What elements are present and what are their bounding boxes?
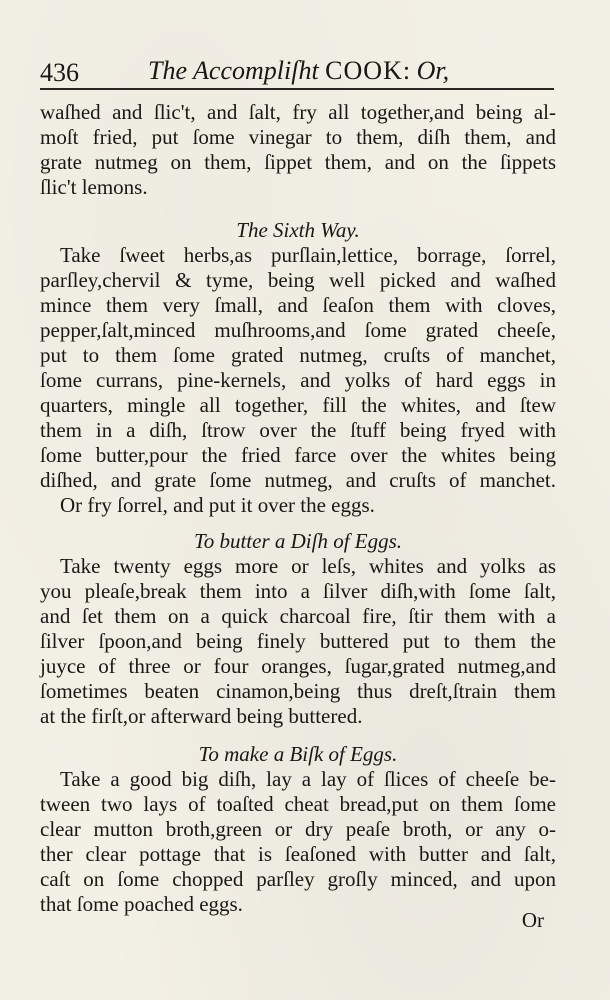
text-line: clear mutton broth,green or dry peaſe broth, or any o- bbox=[40, 817, 556, 841]
text-line: at the firſt,or afterward being buttered. bbox=[40, 704, 363, 728]
running-title-italic-or: Or, bbox=[416, 56, 450, 85]
text-line: juyce of three or four oranges, ſugar,grated nutmeg,and bbox=[40, 654, 556, 678]
text-line: ſometimes beaten cinamon,being thus dreſt,ſtrain them bbox=[40, 679, 556, 703]
catchword: Or bbox=[521, 908, 544, 932]
text-line: parſley,chervil & tyme, being well picked and waſhed bbox=[40, 268, 556, 292]
text-line: you pleaſe,break them into a ſilver diſh,with ſome ſalt, bbox=[40, 579, 556, 603]
page-number: 436 bbox=[40, 58, 79, 87]
running-title-separator: : bbox=[402, 56, 411, 85]
continuation-paragraph bbox=[40, 100, 556, 200]
section-heading-butter-eggs: To butter a Diſh of Eggs. bbox=[193, 529, 403, 553]
text-line: ſlic't lemons. bbox=[40, 175, 148, 199]
text-line: them in a diſh, ſtrow over the ſtuff being fryed with bbox=[40, 418, 556, 442]
text-line: tween two lays of toaſted cheat bread,put on them ſome bbox=[40, 792, 556, 816]
text-line: and ſet them on a quick charcoal fire, ſtir them with a bbox=[40, 604, 556, 628]
text-line: Or fry ſorrel, and put it over the eggs. bbox=[60, 493, 375, 517]
section-paragraph-butter-eggs bbox=[40, 554, 556, 729]
text-line: that ſome poached eggs. bbox=[40, 892, 243, 916]
text-line: ther clear pottage that is ſeaſoned with butter and ſalt, bbox=[40, 842, 556, 866]
text-line: caſt on ſome chopped parſley groſly minced, and upon bbox=[40, 867, 556, 891]
running-title bbox=[148, 56, 449, 86]
text-line: grate nutmeg on them, ſippet them, and on the ſippets bbox=[40, 150, 556, 174]
section-paragraph-sixth-way bbox=[40, 243, 556, 518]
text-line: put to them ſome grated nutmeg, cruſts of manchet, bbox=[40, 343, 556, 367]
text-line: ſome butter,pour the fried farce over the whites being bbox=[40, 443, 556, 467]
text-line: diſhed, and grate ſome nutmeg, and cruſts of manchet. bbox=[40, 468, 556, 492]
text-line: Take twenty eggs more or leſs, whites and yolks as bbox=[60, 554, 556, 578]
text-line: moſt fried, put ſome vinegar to them, diſh them, and bbox=[40, 125, 556, 149]
text-line: mince them very ſmall, and ſeaſon them with cloves, bbox=[40, 293, 556, 317]
text-line: pepper,ſalt,minced muſhrooms,and ſome grated cheeſe, bbox=[40, 318, 556, 342]
text-line: ſilver ſpoon,and being finely buttered put to them the bbox=[40, 629, 556, 653]
section-heading-sixth-way: The Sixth Way. bbox=[236, 218, 360, 242]
text-line: Take ſweet herbs,as purſlain,lettice, borrage, ſorrel, bbox=[60, 243, 556, 267]
text-line: ſome currans, pine-kernels, and yolks of hard eggs in bbox=[40, 368, 556, 392]
running-title-italic: The Accompliſht bbox=[148, 56, 319, 85]
header-rule bbox=[40, 88, 554, 90]
section-heading-bisk-eggs: To make a Biſk of Eggs. bbox=[198, 742, 398, 766]
text-line: Take a good big diſh, lay a lay of ſlices of cheeſe be- bbox=[60, 767, 556, 791]
text-line: waſhed and ſlic't, and ſalt, fry all together,and being al- bbox=[40, 100, 556, 124]
text-line: quarters, mingle all together, fill the whites, and ſtew bbox=[40, 393, 556, 417]
running-title-caps: COOK bbox=[325, 56, 403, 85]
section-paragraph-bisk-eggs bbox=[40, 767, 556, 917]
